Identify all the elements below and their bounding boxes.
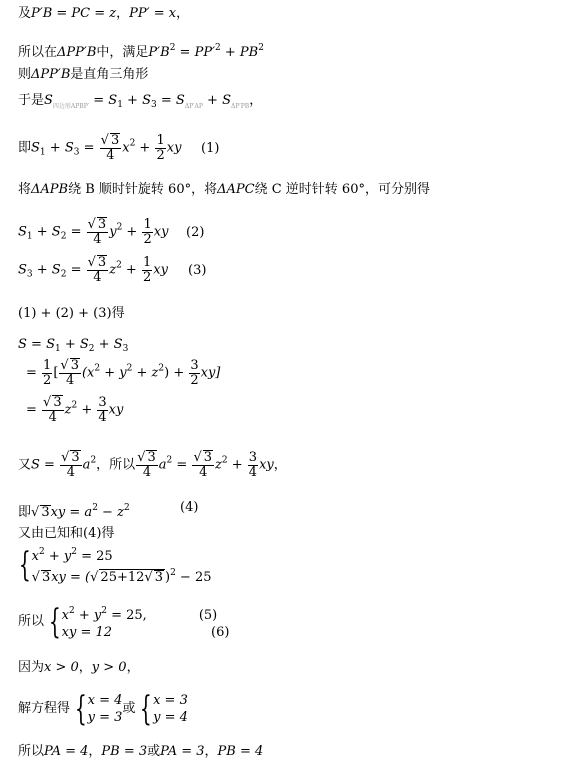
math: ): [164, 570, 171, 585]
left-brace: {: [74, 689, 87, 729]
math: 4: [199, 465, 208, 480]
math: 2: [101, 606, 107, 616]
line-15: [18, 526, 114, 542]
fraction: $\frac{√ 3}{4}$: [193, 450, 213, 480]
system-row: y = 4: [153, 710, 188, 725]
math: P′B: [148, 45, 170, 60]
math: S: [31, 140, 40, 156]
math: 4: [98, 409, 107, 425]
math: 2: [116, 260, 122, 271]
system-row: [32, 544, 212, 565]
math: a: [82, 457, 91, 473]
fraction: [97, 396, 107, 425]
math: PB = 3: [101, 744, 148, 759]
math: =: [66, 224, 86, 240]
math: 2: [170, 568, 176, 578]
line-18: [18, 660, 140, 676]
fraction: $\frac{√ 3}{4}$: [137, 450, 156, 480]
math: + S: [202, 93, 231, 108]
math: +: [227, 457, 247, 473]
fraction: $\frac{√ 3}{4}$: [61, 450, 80, 480]
text: 绕 B 顺时针旋转 60°，将: [68, 182, 218, 197]
math: 3: [41, 570, 51, 585]
text: 所以: [18, 614, 45, 629]
math: 3: [97, 255, 107, 270]
math: 1: [39, 147, 46, 158]
math: x: [61, 608, 69, 623]
math: S: [18, 262, 27, 278]
line-4: [18, 93, 262, 115]
line-10: [18, 337, 128, 357]
math: x > 0: [44, 660, 79, 675]
text: ，: [176, 6, 190, 21]
math: 3: [154, 570, 163, 585]
math: 4: [66, 465, 76, 480]
math: = 25: [76, 549, 113, 564]
math: xy = 12: [61, 625, 113, 640]
math: − z: [97, 505, 124, 520]
math: 3: [97, 217, 107, 232]
line-3: [18, 67, 148, 83]
math: 2: [156, 147, 165, 163]
math: 2: [43, 372, 52, 388]
math: = S: [156, 93, 185, 108]
math: xy = a: [50, 505, 93, 520]
math: +: [122, 224, 142, 240]
equation-tag: (2): [186, 225, 205, 240]
math: a: [158, 457, 167, 473]
math: S =: [31, 457, 60, 473]
math: 25+12: [100, 570, 145, 585]
math: (1) + (2) + (3): [18, 306, 112, 321]
math: 4: [93, 270, 102, 285]
math: 4: [48, 410, 57, 425]
fraction: [248, 451, 258, 480]
text: ，: [126, 660, 140, 675]
math: 3: [70, 358, 79, 373]
math: 2: [71, 400, 78, 411]
math: 4: [248, 464, 258, 480]
math: ΔAPC: [217, 182, 255, 197]
equation-system: [88, 692, 123, 726]
math: z: [109, 262, 117, 278]
math: 2: [142, 269, 152, 285]
text: 所以: [18, 744, 45, 759]
text: 即: [18, 505, 32, 520]
text: 所以在: [18, 45, 58, 60]
text: ，: [88, 744, 102, 759]
system-row: [62, 624, 230, 641]
equation-system: [153, 692, 188, 726]
math: P′B = PC = z: [31, 6, 117, 21]
math: 1: [117, 100, 123, 110]
math: 3: [71, 450, 80, 465]
math: xy: [108, 402, 124, 418]
left-brace: {: [140, 689, 153, 729]
math: + S: [60, 337, 89, 352]
math: ΔPP′B: [31, 67, 71, 82]
math: − 25: [175, 570, 212, 585]
system-row: x = 3: [153, 693, 188, 708]
system-row: y = 3: [87, 710, 123, 725]
fraction: [155, 134, 165, 163]
math: 2: [221, 455, 228, 466]
math: 3: [26, 269, 33, 280]
math: [: [53, 365, 59, 381]
math: 四边形APBP′: [52, 103, 90, 110]
math: + S: [45, 140, 74, 156]
math: + y: [44, 549, 72, 564]
math: 2: [92, 503, 98, 513]
math: 2: [88, 344, 95, 354]
radical: 25+12√ 3: [100, 570, 163, 585]
line-11: [26, 358, 220, 388]
math: =: [66, 262, 86, 278]
fraction: $\frac{√ 3}{4}$: [100, 133, 120, 163]
text: 将: [18, 182, 32, 197]
equation-system: [62, 603, 230, 641]
math: =: [172, 457, 192, 473]
text: 又由已知和(4)得: [18, 526, 115, 541]
fraction: [189, 359, 199, 388]
math: xy: [259, 457, 274, 473]
math: 3: [248, 449, 258, 465]
math: 1: [156, 132, 165, 148]
line-6: [18, 182, 430, 198]
math: 2: [129, 138, 136, 149]
math: x: [122, 140, 130, 156]
math: S: [44, 93, 53, 108]
text: ，: [78, 660, 92, 675]
equation-tag: (3): [188, 263, 207, 278]
math: 4: [66, 373, 75, 388]
text: 绕 C 逆时针转 60°，可分别得: [254, 182, 430, 197]
math: 3: [41, 505, 50, 520]
equation-tag: (6): [211, 625, 230, 640]
math: 2: [60, 269, 67, 280]
text: 解方程得: [18, 701, 71, 716]
fraction: $\frac{√ 3}{4}$: [60, 358, 79, 388]
math: ΔAPB: [31, 182, 69, 197]
math: = PP′: [175, 45, 216, 60]
math: + S: [122, 93, 151, 108]
math: = 25,: [106, 608, 147, 623]
math: =: [26, 365, 42, 381]
math: PA = 3: [160, 744, 205, 759]
fraction: $\frac{√ 3}{4}$: [87, 255, 107, 285]
text: 中，满足: [96, 45, 149, 60]
math: y: [109, 224, 117, 240]
math: 2: [158, 363, 165, 374]
math: 1: [26, 231, 33, 242]
math: +: [77, 402, 97, 418]
math: ΔP′PB: [231, 103, 250, 110]
math: +: [135, 140, 155, 156]
math: 2: [215, 43, 221, 53]
line-16: [14, 544, 212, 586]
text: ，: [273, 457, 287, 473]
line-2: [18, 40, 264, 61]
line-13: [18, 450, 287, 480]
text: 或: [147, 744, 161, 759]
fraction: $\frac{√ 3}{4}$: [43, 395, 62, 425]
system-row: x = 4: [87, 693, 123, 708]
text: ，: [116, 6, 130, 21]
math: xy]: [200, 365, 221, 381]
math: + S: [32, 262, 61, 278]
equation-system: [32, 544, 212, 586]
line-5: [18, 132, 220, 163]
math: =: [79, 140, 99, 156]
math: + S: [32, 224, 61, 240]
math: 3: [73, 147, 80, 158]
math: y > 0: [91, 660, 127, 675]
math: 3: [203, 450, 213, 465]
math: 2: [38, 547, 45, 557]
math: z: [215, 457, 222, 473]
math: 3: [122, 344, 129, 354]
math: 1: [142, 254, 152, 270]
math: PP′ = x: [129, 6, 177, 21]
line-8: [18, 254, 207, 285]
fraction: [142, 256, 152, 285]
math: 4: [142, 465, 152, 480]
math: =: [26, 402, 42, 418]
text: 及: [18, 6, 32, 21]
math: xy: [153, 224, 169, 240]
math: +: [121, 262, 141, 278]
fraction: [42, 359, 52, 388]
math: xy = (: [51, 570, 91, 585]
text: 于是: [18, 93, 45, 108]
text: 则: [18, 67, 32, 82]
math: z: [64, 402, 72, 418]
math: 2: [126, 363, 133, 374]
math: ΔPP′B: [57, 45, 97, 60]
math: ) +: [164, 365, 189, 381]
math: 3: [110, 133, 120, 148]
math: 2: [94, 363, 101, 374]
math: + y: [100, 365, 127, 381]
math: 3: [190, 357, 199, 373]
math: + z: [132, 365, 159, 381]
math: 2: [166, 455, 173, 466]
line-9: [18, 306, 125, 322]
text: 得: [111, 306, 125, 321]
text: 又: [18, 457, 32, 473]
fraction: $\frac{√ 3}{4}$: [87, 217, 107, 247]
math: 2: [123, 503, 130, 513]
math: + S: [94, 337, 123, 352]
text: ，: [204, 744, 218, 759]
math: S = S: [18, 337, 55, 352]
line-7: [18, 216, 205, 247]
system-row: √ 3xy = (√ 25+12√ 3 )$^2$ − 25: [31, 568, 212, 585]
math: PB = 4: [217, 744, 264, 759]
math: + y: [74, 608, 102, 623]
math: xy: [153, 262, 168, 278]
math: 3: [151, 100, 157, 110]
math: 2: [90, 455, 97, 466]
math: 1: [143, 216, 152, 232]
line-19: [18, 689, 188, 729]
math: 2: [258, 43, 264, 53]
text: 因为: [18, 660, 45, 675]
fraction: [142, 218, 152, 247]
math: 3: [98, 394, 107, 410]
math: S: [18, 224, 27, 240]
line-17: [18, 603, 229, 641]
math: 4: [106, 148, 115, 163]
math: 2: [190, 372, 199, 388]
math: xy: [166, 140, 182, 156]
math: 2: [60, 231, 67, 242]
math: 2: [116, 222, 123, 233]
left-brace: {: [48, 602, 61, 642]
math: 2: [69, 606, 75, 616]
text: 或: [122, 701, 136, 716]
equation-tag: (1): [201, 141, 220, 156]
equation-tag: (4): [180, 500, 199, 515]
system-row: [62, 603, 230, 624]
math: 2: [71, 547, 77, 557]
math: ΔP′AP: [184, 103, 203, 110]
line-14: 即√ $3xy = a^2 - z^2$ (4): [18, 500, 199, 520]
math: + PB: [220, 45, 259, 60]
math: 2: [143, 231, 152, 247]
text: ，所以: [96, 457, 136, 473]
math: 1: [54, 344, 61, 354]
math: = S: [89, 93, 118, 108]
math: PA = 4: [44, 744, 89, 759]
text: ，: [249, 93, 263, 108]
text: 即: [18, 140, 32, 156]
math: (x: [81, 365, 95, 381]
math: 4: [93, 232, 102, 247]
text: 是直角三角形: [70, 67, 149, 82]
math: 3: [147, 450, 156, 465]
line-1: [18, 6, 189, 22]
line-20: [18, 744, 263, 760]
math: 3: [53, 395, 62, 410]
equation-tag: (5): [198, 608, 218, 623]
left-brace: {: [18, 545, 31, 585]
math: 2: [169, 43, 176, 53]
math: x: [31, 549, 39, 564]
math: 1: [43, 357, 52, 373]
line-12: [26, 395, 123, 425]
